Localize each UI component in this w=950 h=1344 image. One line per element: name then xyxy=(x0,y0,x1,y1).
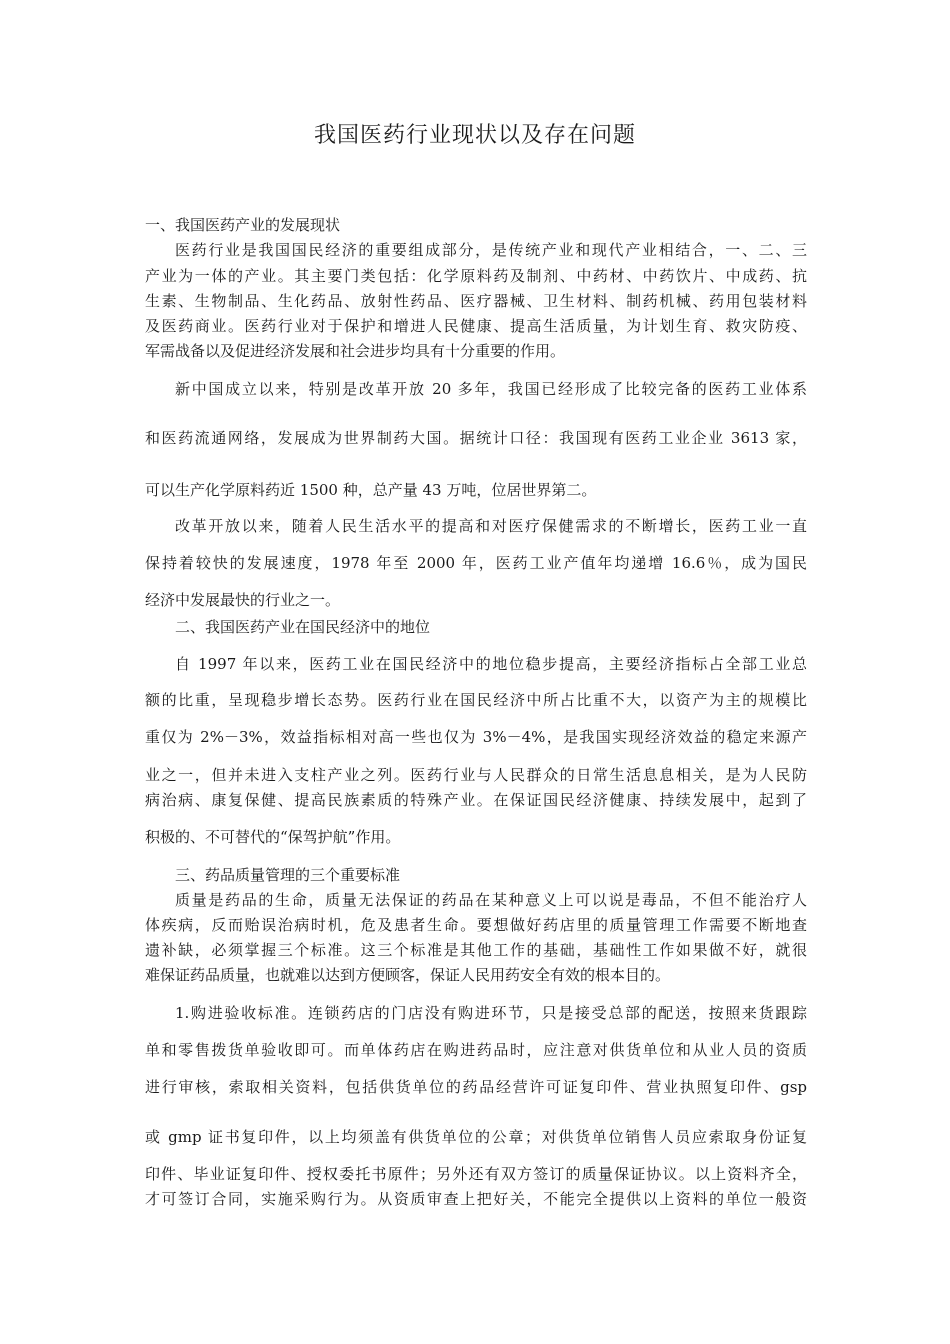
section-heading-2: 二、我国医药产业在国民经济中的地位 xyxy=(175,618,431,636)
paragraph-line: 难保证药品质量，也就难以达到方便顾客，保证人民用药安全有效的根本目的。 xyxy=(145,966,671,984)
paragraph-line: 经济中发展最快的行业之一。 xyxy=(145,591,341,609)
paragraph-line: 生素、生物制品、生化药品、放射性药品、医疗器械、卫生材料、制药机械、药用包装材料 xyxy=(145,292,807,310)
paragraph-line: 单和零售拨货单验收即可。而单体药店在购进药品时，应注意对供货单位和从业人员的资质 xyxy=(145,1041,807,1059)
paragraph-line: 积极的、不可替代的“保驾护航”作用。 xyxy=(145,828,401,846)
document-title: 我国医药行业现状以及存在问题 xyxy=(313,123,636,148)
paragraph-line: 可以生产化学原料药近 1500 种，总产量 43 万吨，位居世界第二。 xyxy=(145,481,597,499)
paragraph-line: 病治病、康复保健、提高民族素质的特殊产业。在保证国民经济健康、持续发展中，起到了 xyxy=(145,791,807,809)
section-heading-1: 一、我国医药产业的发展现状 xyxy=(145,216,341,234)
paragraph-line: 重仅为 2%－3%，效益指标相对高一些也仅为 3%－4%，是我国实现经济效益的稳定来源产 xyxy=(145,728,807,746)
paragraph-line: 及医药商业。医药行业对于保护和增进人民健康、提高生活质量，为计划生育、救灾防疫、 xyxy=(145,317,807,335)
paragraph-line: 产业为一体的产业。其主要门类包括：化学原料药及制剂、中药材、中药饮片、中成药、抗 xyxy=(145,267,807,285)
paragraph-line: 自 1997 年以来，医药工业在国民经济中的地位稳步提高，主要经济指标占全部工业总 xyxy=(175,655,807,673)
paragraph-line: 保持着较快的发展速度，1978 年至 2000 年，医药工业产值年均递增 16.6％，成为国民 xyxy=(145,554,807,572)
paragraph-line: 额的比重，呈现稳步增长态势。医药行业在国民经济中所占比重不大，以资产为主的规模比 xyxy=(145,691,807,709)
section-heading-3: 三、药品质量管理的三个重要标准 xyxy=(175,866,401,884)
paragraph-line: 质量是药品的生命，质量无法保证的药品在某种意义上可以说是毒品，不但不能治疗人 xyxy=(175,891,807,909)
paragraph-line: 改革开放以来，随着人民生活水平的提高和对医疗保健需求的不断增长，医药工业一直 xyxy=(175,517,807,535)
paragraph-line: 业之一，但并未进入支柱产业之列。医药行业与人民群众的日常生活息息相关，是为人民防 xyxy=(145,766,807,784)
paragraph-line: 进行审核，索取相关资料，包括供货单位的药品经营许可证复印件、营业执照复印件、gsp xyxy=(145,1078,807,1096)
paragraph-line: 遗补缺，必须掌握三个标准。这三个标准是其他工作的基础，基础性工作如果做不好，就很 xyxy=(145,941,807,959)
paragraph-line: 或 gmp 证书复印件，以上均须盖有供货单位的公章；对供货单位销售人员应索取身份证复 xyxy=(145,1128,807,1146)
paragraph-line: 新中国成立以来，特别是改革开放 20 多年，我国已经形成了比较完备的医药工业体系 xyxy=(175,380,807,398)
paragraph-line: 印件、毕业证复印件、授权委托书原件；另外还有双方签订的质量保证协议。以上资料齐全， xyxy=(145,1165,807,1183)
paragraph-line: 体疾病，反而贻误治病时机，危及患者生命。要想做好药店里的质量管理工作需要不断地查 xyxy=(145,916,807,934)
paragraph-line: 和医药流通网络，发展成为世界制药大国。据统计口径：我国现有医药工业企业 3613 家， xyxy=(145,429,807,447)
paragraph-line: 医药行业是我国国民经济的重要组成部分，是传统产业和现代产业相结合，一、二、三 xyxy=(175,241,807,259)
paragraph-line: 军需战备以及促进经济发展和社会进步均具有十分重要的作用。 xyxy=(145,342,566,360)
paragraph-line: 才可签订合同，实施采购行为。从资质审查上把好关，不能完全提供以上资料的单位一般资 xyxy=(145,1190,807,1208)
paragraph-line: 1.购进验收标准。连锁药店的门店没有购进环节，只是接受总部的配送，按照来货跟踪 xyxy=(175,1004,807,1022)
